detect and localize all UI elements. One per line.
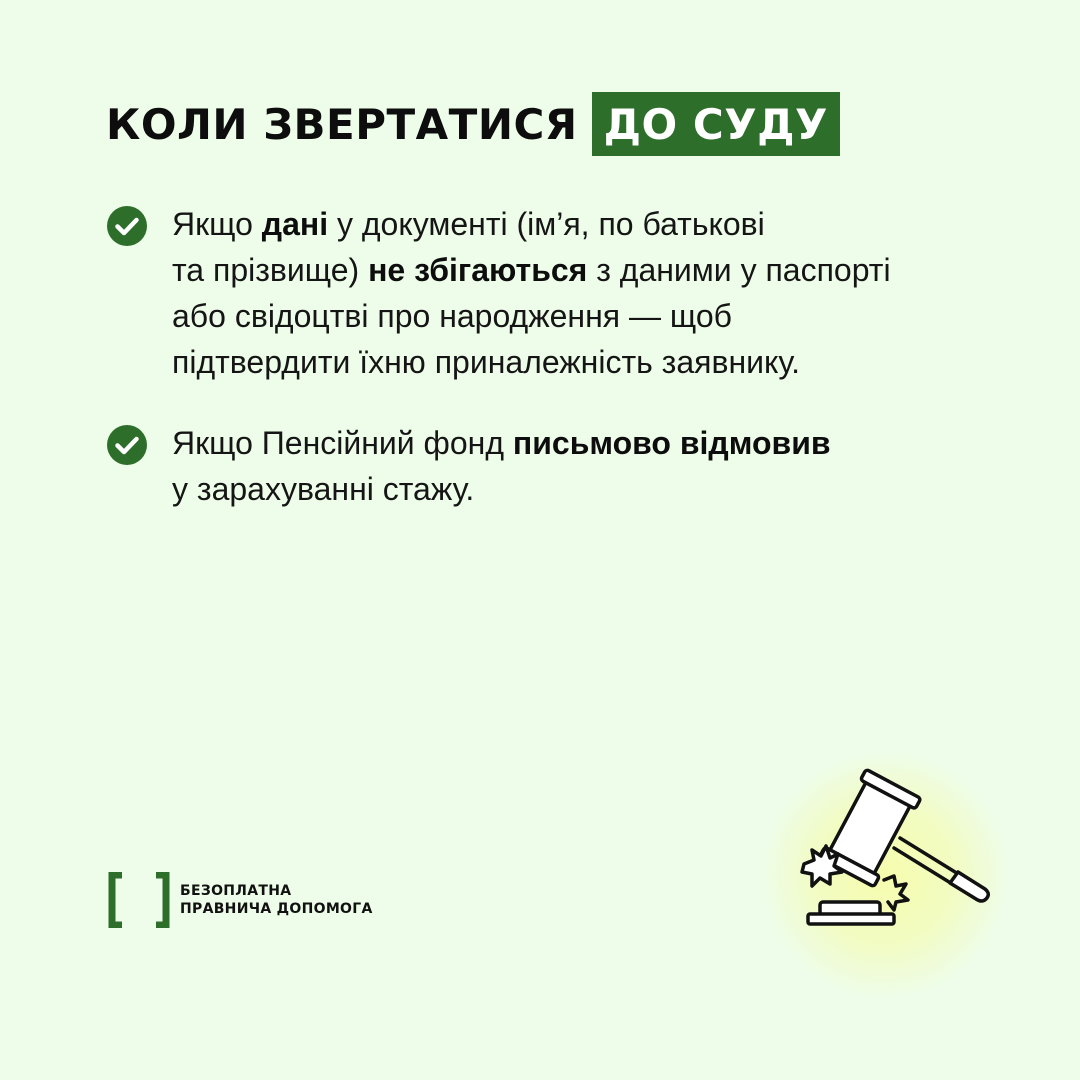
check-circle-icon	[106, 205, 148, 247]
item-line	[172, 247, 891, 293]
logo	[108, 872, 373, 928]
title-highlight: ДО СУДУ	[592, 92, 840, 156]
item-text	[172, 201, 891, 385]
text-run: та прізвище)	[172, 252, 369, 288]
bold-text: не збігаються	[368, 252, 588, 288]
item-line	[172, 339, 891, 385]
text-run: Якщо	[172, 206, 262, 242]
bracket-logo-icon	[108, 872, 170, 928]
item-line	[172, 201, 891, 247]
text-run: Якщо Пенсійний фонд	[172, 425, 513, 461]
bold-text: письмово відмовив	[512, 425, 831, 461]
text-run: у документі (ім’я, по батькові	[328, 206, 765, 242]
text-run: підтвердити їхню приналежність заявнику.	[172, 344, 801, 380]
gavel-icon	[790, 768, 1000, 938]
text-run: або свідоцтві про народження — щоб	[172, 298, 732, 334]
logo-text	[180, 882, 373, 918]
item-line	[172, 293, 891, 339]
text-run: у зарахуванні стажу.	[172, 471, 475, 507]
bold-text: дані	[261, 206, 329, 242]
list-item	[106, 201, 891, 385]
item-text	[172, 420, 831, 512]
check-circle-icon	[106, 424, 148, 466]
page-title	[106, 92, 840, 156]
text-run: з даними у паспорті	[587, 252, 891, 288]
item-line	[172, 420, 831, 466]
logo-line-1: БЕЗОПЛАТНА	[180, 883, 292, 899]
logo-line-2: ПРАВНИЧА ДОПОМОГА	[180, 901, 373, 917]
list-item	[106, 420, 831, 512]
item-line	[172, 466, 831, 512]
title-plain: КОЛИ ЗВЕРТАТИСЯ	[106, 99, 578, 149]
